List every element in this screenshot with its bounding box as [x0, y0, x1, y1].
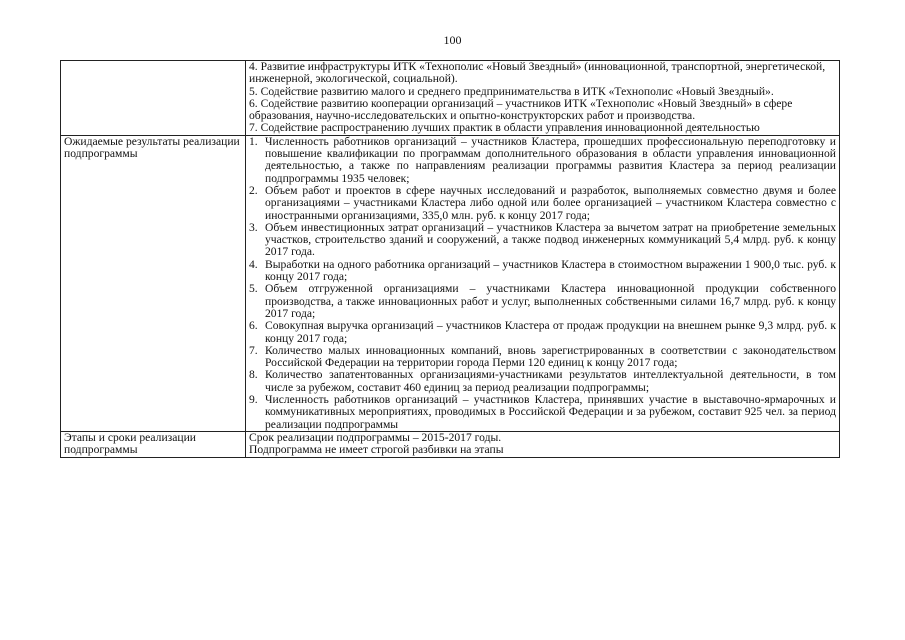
results-list — [249, 136, 836, 431]
result-number: 5. — [249, 282, 258, 296]
result-number: 9. — [249, 393, 258, 407]
row-content — [246, 135, 840, 431]
result-text: Количество малых инновационных компаний, вновь зарегистрированных в соответствии с законодательством Российской Федерации на территории города Перми 120 единиц к концу 2017 года; — [265, 343, 836, 370]
task-item: 7. Содействие распространению лучших практик в области управления инновационной деятельностью — [249, 121, 760, 135]
result-item — [249, 259, 836, 284]
result-item — [249, 320, 836, 345]
result-text: Численность работников организаций – участников Кластера, принявших участие в выставочно-ярмарочных и коммуникативных мероприятиях, проводимых в Российской Федерации и за рубежом, составит 925 чел. за период реализации подпрограммы — [265, 393, 836, 431]
result-number: 1. — [249, 134, 258, 148]
result-item — [249, 136, 836, 185]
result-number: 4. — [249, 257, 258, 271]
result-text: Количество запатентованных организациями-участниками результатов интеллектуальной деятельности, в том числе за рубежом, составит 460 единиц за период реализации подпрограммы; — [265, 368, 836, 394]
result-item — [249, 222, 836, 259]
result-text: Выработки на одного работника организаций – участников Кластера в стоимостном выражении 1 900,0 тыс. руб. к концу 2017 года; — [265, 257, 836, 284]
result-item — [249, 369, 836, 394]
result-number: 8. — [249, 368, 258, 382]
result-item — [249, 345, 836, 370]
result-item — [249, 394, 836, 431]
result-number: 6. — [249, 319, 258, 333]
row-label: Этапы и сроки реализации подпрограммы — [61, 431, 246, 457]
row-label — [61, 61, 246, 136]
row-content — [246, 61, 840, 136]
task-item: 5. Содействие развитию малого и среднего предпринимательства в ИТК «Технополис «Новый Звездный». — [249, 84, 774, 98]
result-item — [249, 283, 836, 320]
result-item — [249, 185, 836, 222]
task-item: 6. Содействие развитию кооперации организаций – участников ИТК «Технополис «Новый Звездный» в сфере образования, научно-исследовательских и опытно-конструкторских работ и производства. — [249, 96, 793, 123]
table-row-expected-results — [61, 135, 840, 431]
table-row-tasks-continued — [61, 61, 840, 136]
result-text: Объем работ и проектов в сфере научных исследований и разработок, выполняемых совместно двумя и более организациями – участниками Кластера либо одной или более организацией – участником Кластера совместно с иностранными организациями, 335,0 млн. руб. к концу 2017 года; — [265, 183, 836, 222]
table-row-stages — [61, 431, 840, 457]
task-item: 4. Развитие инфраструктуры ИТК «Технополис «Новый Звездный» (инновационной, транспортной, энергетической, инженерной, экологической, социальной). — [249, 60, 826, 86]
result-text: Совокупная выручка организаций – участников Кластера от продаж продукции на внешнем рынке 9,3 млрд. руб. к концу 2017 года; — [265, 319, 836, 345]
row-content — [246, 431, 840, 457]
result-text: Объем инвестиционных затрат организаций – участников Кластера за вычетом затрат на приобретение земельных участков, строительство зданий и сооружений, а также подвод инженерных коммуникаций 5,4 млрд. руб. к концу 2017 года. — [265, 220, 836, 259]
result-text: Объем отгруженной организациями – участниками Кластера инновационной продукции собственного производства, а также инновационных работ и услуг, выполненных собственными силами 16,7 млрд. руб. к концу 2017 года; — [265, 282, 836, 320]
result-text: Численность работников организаций – участников Кластера, прошедших профессиональную переподготовку и повышение квалификации по программам дополнительного образования в области управления инновационной деятельностью, а также по направлениям реализации программы развития Кластера за период реализации подпрограммы 1935 человек; — [265, 134, 836, 185]
result-number: 3. — [249, 220, 258, 234]
subprogram-table — [60, 60, 840, 458]
row-label: Ожидаемые результаты реализации подпрограммы — [61, 135, 246, 431]
result-number: 2. — [249, 183, 258, 197]
result-number: 7. — [249, 343, 258, 357]
page-number: 100 — [443, 33, 462, 47]
stage-line: Срок реализации подпрограммы – 2015-2017 годы. — [249, 430, 502, 444]
stage-line: Подпрограмма не имеет строгой разбивки на этапы — [249, 443, 504, 457]
